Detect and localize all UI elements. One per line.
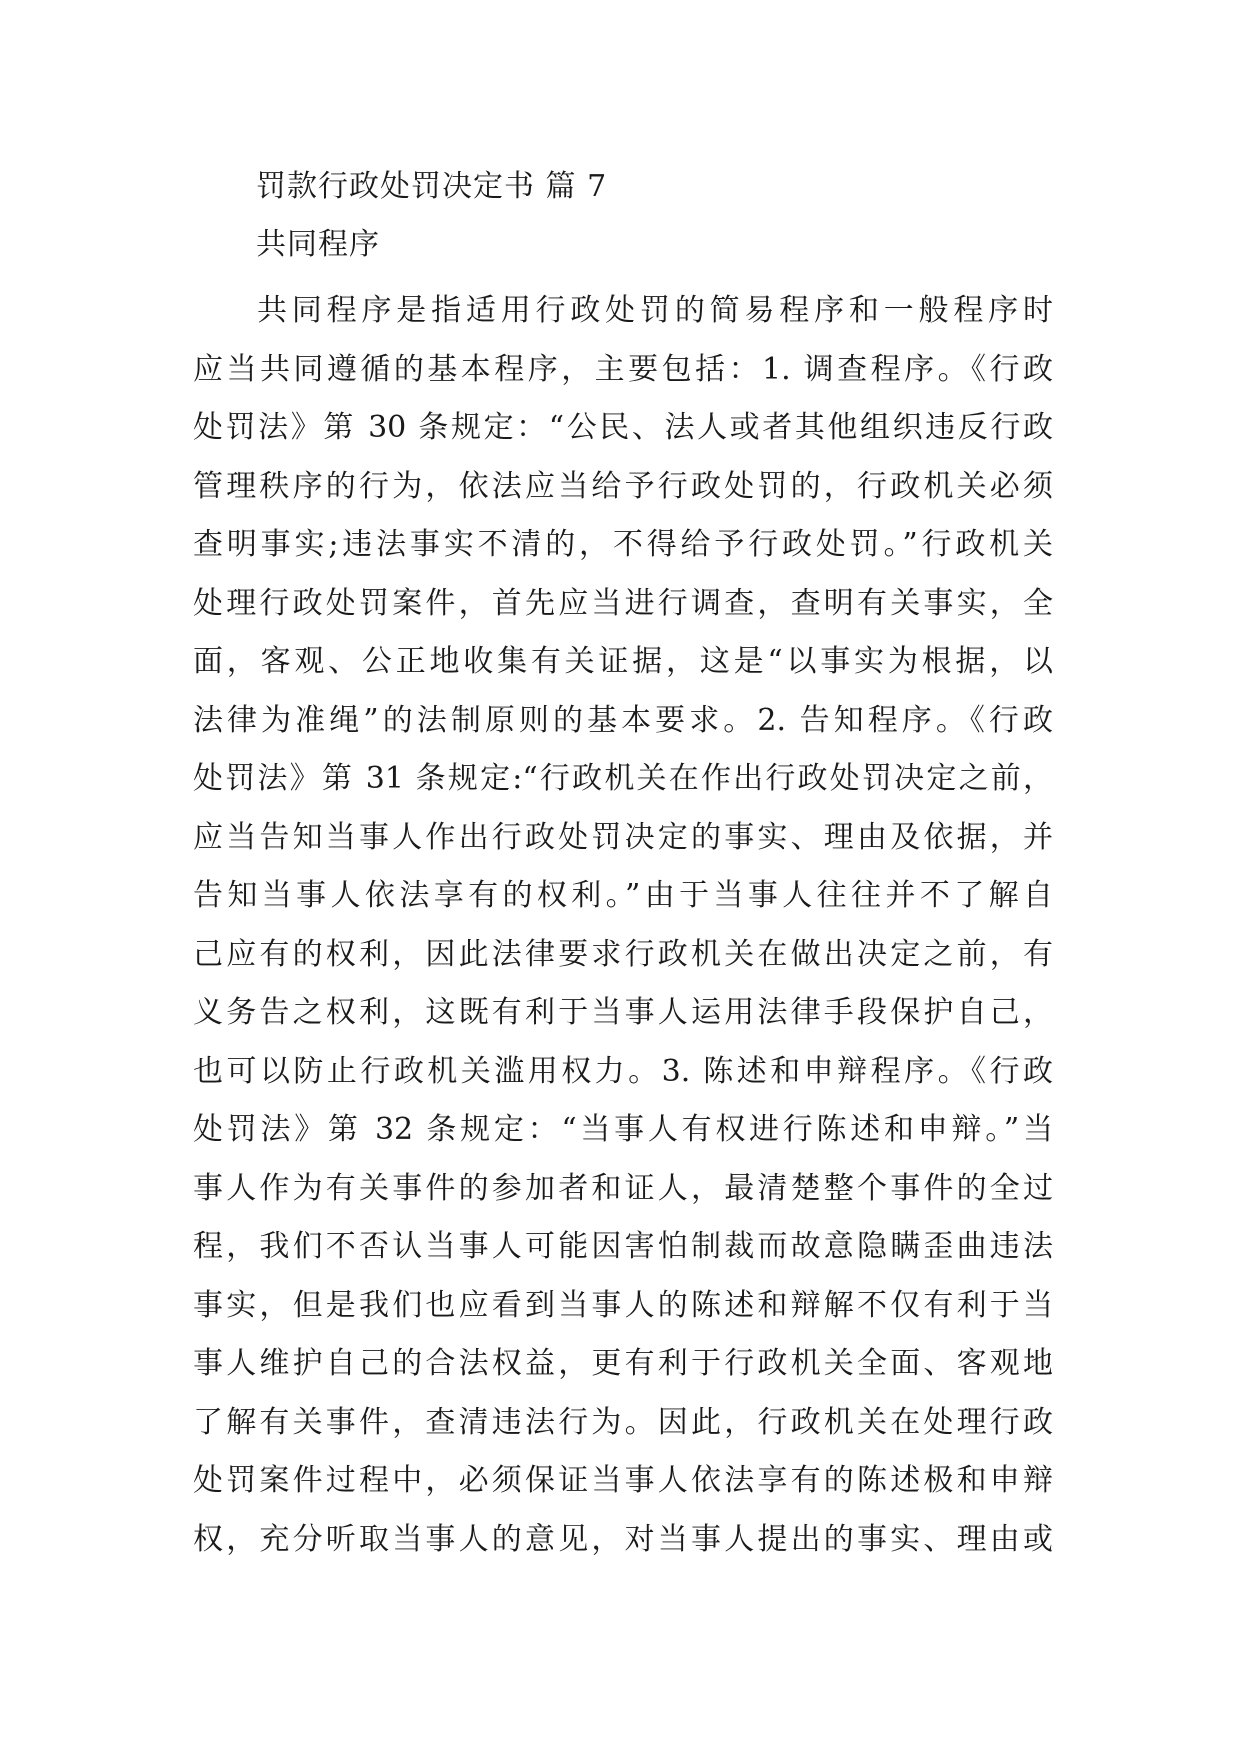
paragraph-line: 告知当事人依法享有的权利。”由于当事人往往并不了解自 bbox=[193, 878, 1053, 913]
paragraph-line: 查明事实;违法事实不清的，不得给予行政处罚。”行政机关 bbox=[193, 527, 1053, 562]
paragraph-line: 处罚案件过程中，必须保证当事人依法享有的陈述极和申辩 bbox=[193, 1463, 1053, 1498]
paragraph-line: 权，充分听取当事人的意见，对当事人提出的事实、理由或 bbox=[193, 1521, 1053, 1557]
paragraph-line: 了解有关事件，查清违法行为。因此，行政机关在处理行政 bbox=[193, 1404, 1053, 1440]
paragraph-line: 应当告知当事人作出行政处罚决定的事实、理由及依据，并 bbox=[193, 819, 1053, 855]
paragraph-line: 处罚法》第 30 条规定：“公民、法人或者其他组织违反行政 bbox=[193, 410, 1053, 445]
paragraph-line: 事人作为有关事件的参加者和证人，最清楚整个事件的全过 bbox=[193, 1170, 1053, 1206]
document-title: 罚款行政处罚决定书 篇 7 bbox=[256, 169, 608, 204]
paragraph-line: 管理秩序的行为，依法应当给予行政处罚的，行政机关必须 bbox=[193, 468, 1053, 504]
paragraph-line: 事人维护自己的合法权益，更有利于行政机关全面、客观地 bbox=[193, 1346, 1053, 1381]
paragraph-line: 处罚法》第 32 条规定：“当事人有权进行陈述和申辩。”当 bbox=[193, 1112, 1053, 1147]
body-paragraph bbox=[193, 282, 1053, 1569]
paragraph-line: 应当共同遵循的基本程序，主要包括：1. 调查程序。《行政 bbox=[193, 351, 1053, 387]
paragraph-line: 面，客观、公正地收集有关证据，这是“以事实为根据，以 bbox=[193, 644, 1053, 679]
section-heading: 共同程序 bbox=[256, 227, 380, 262]
paragraph-line: 事实，但是我们也应看到当事人的陈述和辩解不仅有利于当 bbox=[193, 1287, 1053, 1323]
paragraph-line: 也可以防止行政机关滥用权力。3. 陈述和申辩程序。《行政 bbox=[193, 1053, 1053, 1089]
paragraph-line: 程，我们不否认当事人可能因害怕制裁而故意隐瞒歪曲违法 bbox=[193, 1229, 1053, 1264]
paragraph-line: 己应有的权利，因此法律要求行政机关在做出决定之前，有 bbox=[193, 936, 1053, 972]
paragraph-line: 义务告之权利，这既有利于当事人运用法律手段保护自己， bbox=[193, 995, 1053, 1030]
paragraph-line: 处罚法》第 31 条规定:“行政机关在作出行政处罚决定之前， bbox=[193, 761, 1053, 796]
paragraph-line: 法律为准绳”的法制原则的基本要求。2. 告知程序。《行政 bbox=[193, 702, 1053, 738]
paragraph-line: 共同程序是指适用行政处罚的简易程序和一般程序时 bbox=[257, 293, 1053, 328]
paragraph-line: 处理行政处罚案件，首先应当进行调查，查明有关事实，全 bbox=[193, 585, 1053, 621]
